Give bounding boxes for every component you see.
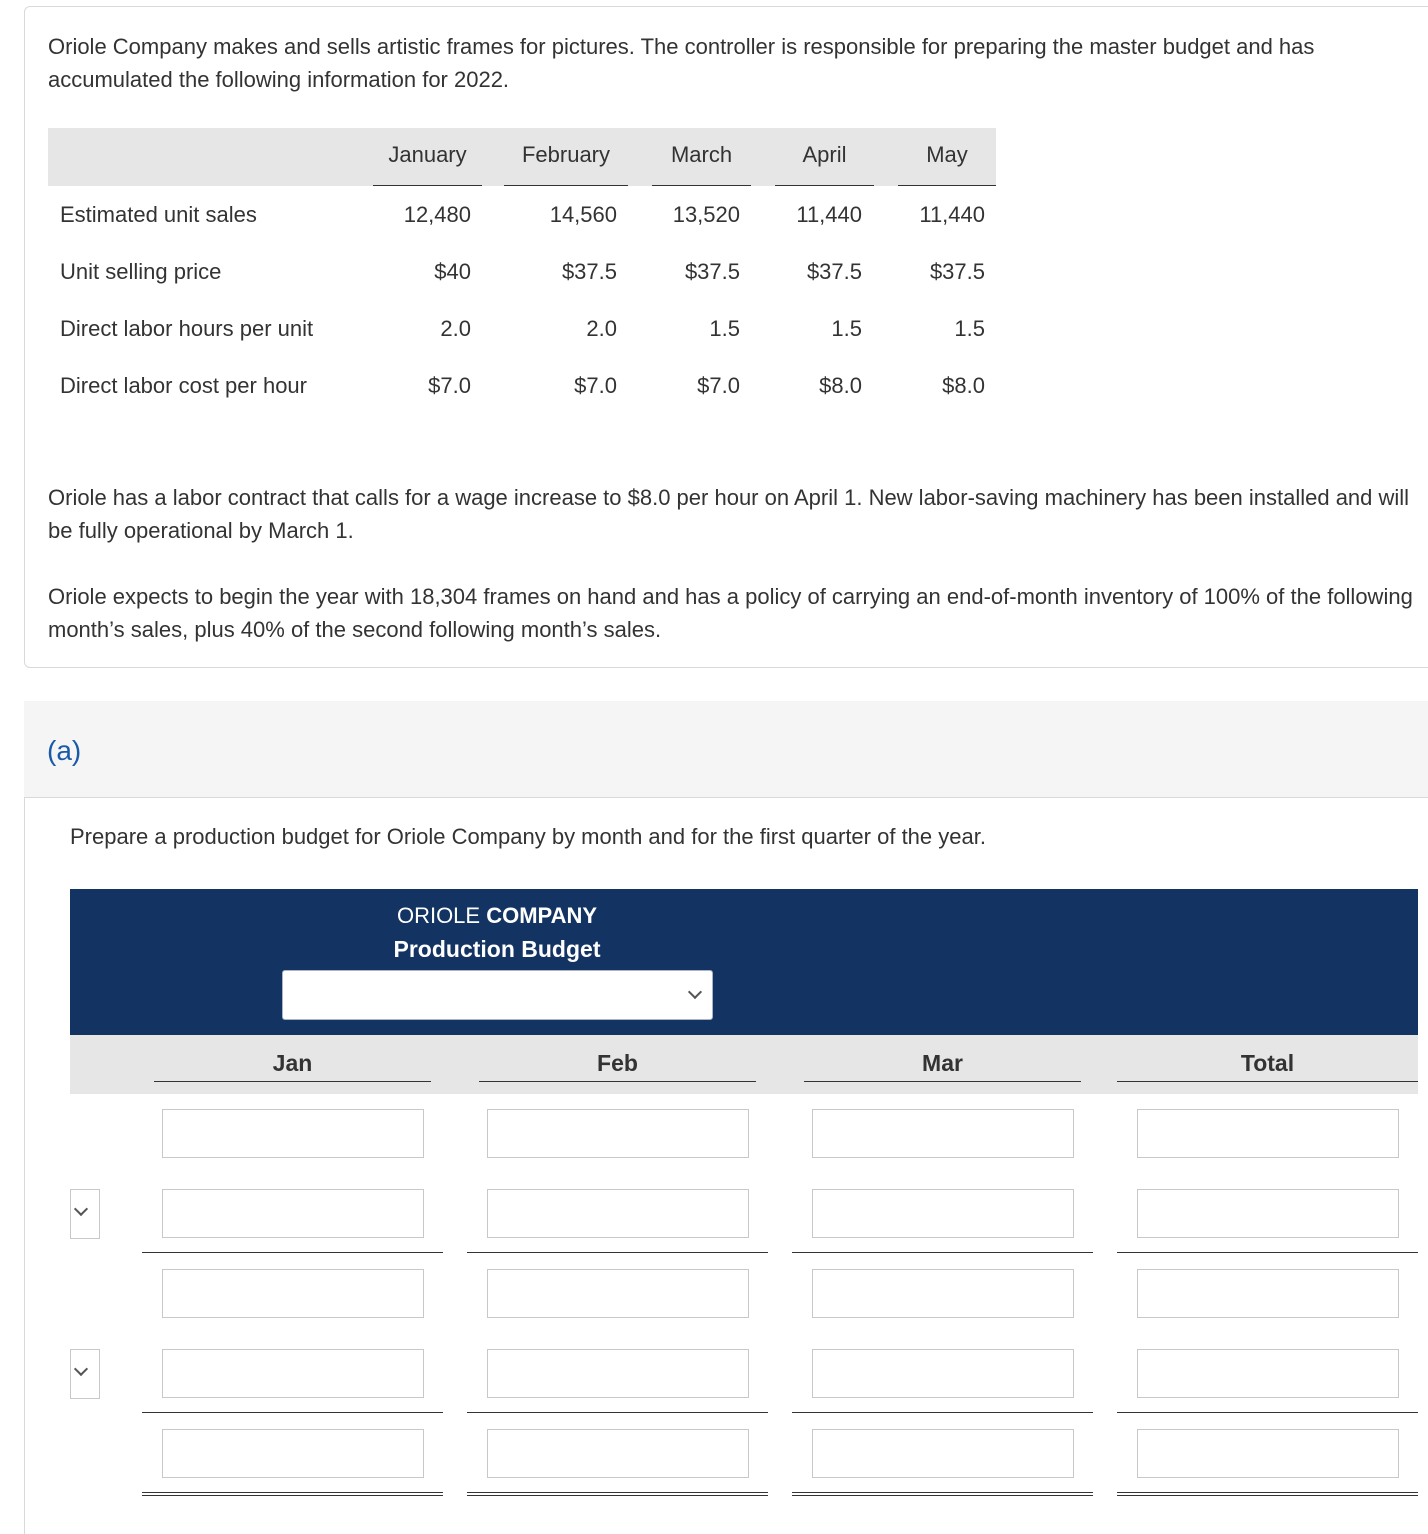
value-cell: 13,520	[672, 202, 740, 227]
col-may: May	[898, 142, 996, 186]
row-label-selling-price: Unit selling price	[60, 259, 222, 284]
col-head-total: Total	[1117, 1050, 1418, 1082]
row-label-labor-cost: Direct labor cost per hour	[60, 373, 307, 398]
budget-input[interactable]	[812, 1269, 1074, 1318]
subtotal-rule	[142, 1252, 443, 1253]
budget-input[interactable]	[487, 1269, 749, 1318]
budget-input[interactable]	[162, 1429, 424, 1478]
value-cell: 14,560	[549, 202, 617, 227]
subtotal-rule	[792, 1252, 1093, 1253]
col-head-feb: Feb	[479, 1050, 756, 1082]
col-march: March	[652, 142, 751, 186]
budget-input[interactable]	[1137, 1269, 1399, 1318]
budget-input[interactable]	[162, 1349, 424, 1398]
value-cell: $37.5	[561, 259, 617, 284]
value-cell: $8.0	[819, 373, 862, 398]
total-double-rule	[1117, 1492, 1418, 1496]
value-cell: $7.0	[697, 373, 740, 398]
col-head-mar: Mar	[804, 1050, 1081, 1082]
chevron-down-icon	[688, 985, 702, 999]
value-cell: $8.0	[942, 373, 985, 398]
row-label-select[interactable]	[70, 1349, 100, 1399]
company-name-bold: COMPANY	[486, 903, 598, 928]
budget-input[interactable]	[1137, 1109, 1399, 1158]
chevron-down-icon	[74, 1202, 88, 1216]
budget-input[interactable]	[162, 1269, 424, 1318]
value-cell: $40	[434, 259, 471, 284]
budget-input[interactable]	[162, 1109, 424, 1158]
part-a-header	[24, 701, 1428, 798]
value-cell: $37.5	[929, 259, 985, 284]
budget-header	[70, 889, 1418, 1035]
value-cell: $37.5	[684, 259, 740, 284]
value-cell: 1.5	[831, 316, 862, 341]
col-head-jan: Jan	[154, 1050, 431, 1082]
col-february: February	[504, 142, 628, 186]
budget-input[interactable]	[812, 1349, 1074, 1398]
total-double-rule	[467, 1492, 768, 1496]
budget-input[interactable]	[487, 1189, 749, 1238]
budget-input[interactable]	[487, 1349, 749, 1398]
value-cell: $7.0	[428, 373, 471, 398]
problem-intro: Oriole Company makes and sells artistic frames for pictures. The controller is responsible for preparing the master budget and has accumulated the following information for 2022.	[48, 34, 1315, 92]
value-cell: $37.5	[806, 259, 862, 284]
chevron-down-icon	[74, 1362, 88, 1376]
subtotal-rule	[467, 1412, 768, 1413]
budget-input[interactable]	[1137, 1429, 1399, 1478]
budget-input[interactable]	[487, 1109, 749, 1158]
value-cell: 11,440	[796, 202, 862, 227]
budget-input[interactable]	[1137, 1349, 1399, 1398]
budget-input[interactable]	[162, 1189, 424, 1238]
value-cell: 2.0	[440, 316, 471, 341]
subtotal-rule	[792, 1412, 1093, 1413]
value-cell: $7.0	[574, 373, 617, 398]
value-cell: 2.0	[586, 316, 617, 341]
company-name	[282, 903, 712, 929]
row-label-select[interactable]	[70, 1189, 100, 1239]
budget-input[interactable]	[812, 1189, 1074, 1238]
row-label-labor-hours: Direct labor hours per unit	[60, 316, 314, 341]
subtotal-rule	[1117, 1252, 1418, 1253]
budget-title: Production Budget	[393, 936, 601, 962]
company-name-regular: ORIOLE	[396, 903, 481, 928]
part-a-label: (a)	[47, 735, 82, 766]
value-cell: 1.5	[709, 316, 740, 341]
row-label-unit-sales: Estimated unit sales	[60, 202, 257, 227]
subtotal-rule	[467, 1252, 768, 1253]
inventory-policy-text: Oriole expects to begin the year with 18,304 frames on hand and has a policy of carrying an end-of-month inventory of 100% of the following month’s sales, plus 40% of the second following month’s sales.	[48, 584, 1413, 642]
col-april: April	[775, 142, 874, 186]
budget-input[interactable]	[487, 1429, 749, 1478]
value-cell: 1.5	[954, 316, 985, 341]
labor-contract-text: Oriole has a labor contract that calls for a wage increase to $8.0 per hour on April 1. New labor-saving machinery has been installed and will be fully operational by March 1.	[48, 485, 1410, 543]
value-cell: 11,440	[919, 202, 985, 227]
subtotal-rule	[142, 1412, 443, 1413]
value-cell: 12,480	[403, 202, 471, 227]
total-double-rule	[792, 1492, 1093, 1496]
budget-input[interactable]	[812, 1109, 1074, 1158]
budget-input[interactable]	[812, 1429, 1074, 1478]
budget-input[interactable]	[1137, 1189, 1399, 1238]
period-select[interactable]	[282, 970, 713, 1020]
total-double-rule	[142, 1492, 443, 1496]
subtotal-rule	[1117, 1412, 1418, 1413]
col-january: January	[373, 142, 482, 186]
part-a-instruction: Prepare a production budget for Oriole Company by month and for the first quarter of the year.	[70, 824, 986, 849]
